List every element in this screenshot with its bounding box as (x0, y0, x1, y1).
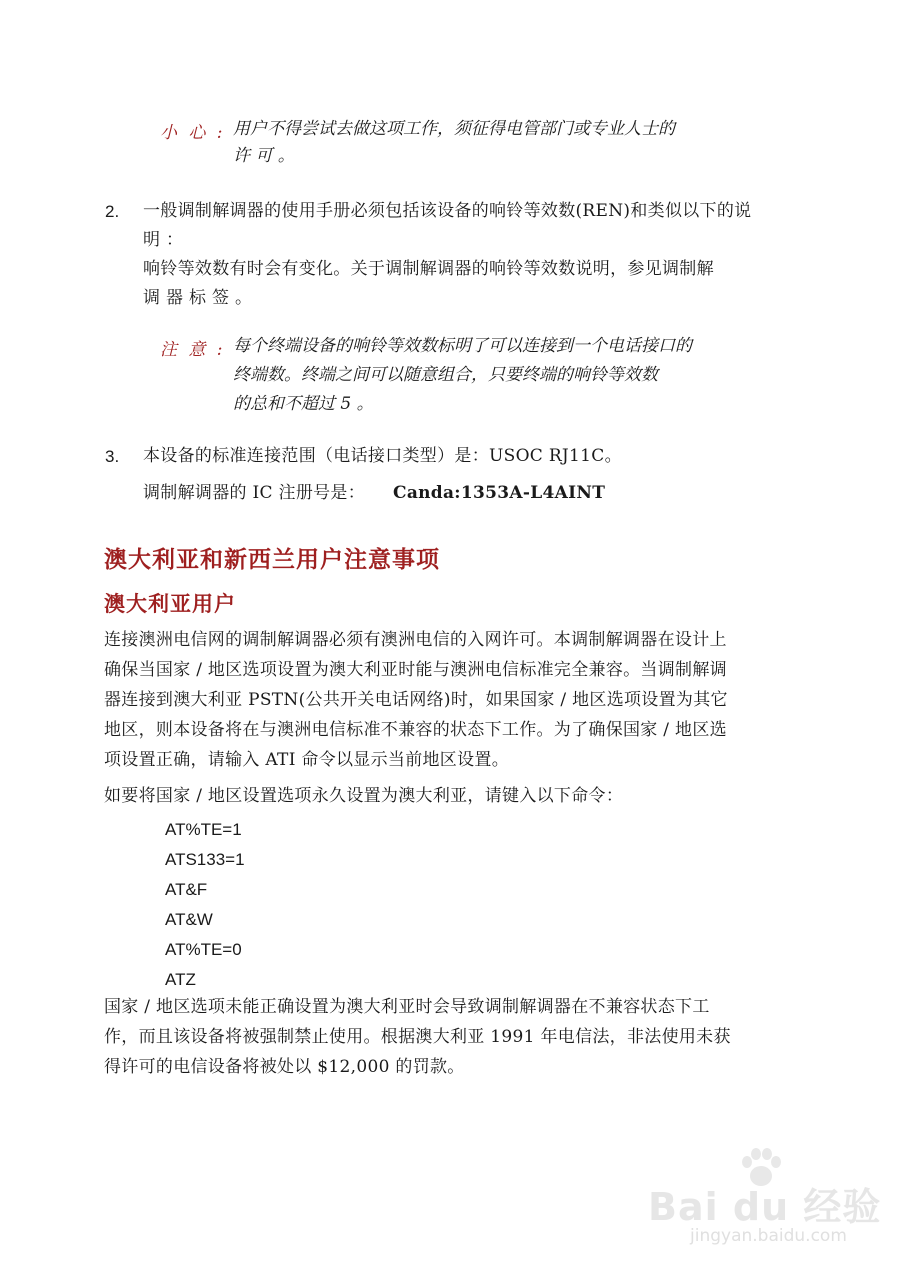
item-2-line-4: 调 器 标 签 。 (143, 288, 253, 308)
item-2-line-1: 一般调制解调器的使用手册必须包括该设备的响铃等效数(REN)和类似以下的说 (143, 201, 752, 221)
item-2-number: 2. (105, 202, 120, 221)
para-3-line-1: 国家 / 地区选项未能正确设置为澳大利亚时会导致调制解调器在不兼容状态下工 (104, 997, 710, 1017)
item-3-line-1: 本设备的标准连接范围（电话接口类型）是：USOC RJ11C。 (143, 446, 622, 466)
ic-label: 调制解调器的 IC 注册号是： (143, 483, 366, 503)
item-2-line-2: 明 ： (143, 230, 184, 250)
section-subheading: 澳大利亚用户 (104, 592, 236, 616)
section-heading: 澳大利亚和新西兰用户注意事项 (104, 547, 440, 573)
watermark-logo: Bai du 经验 (648, 1185, 882, 1229)
caution-label: 小 心 : (160, 123, 226, 143)
note-line-2: 终端数。终端之间可以随意组合，只要终端的响铃等效数 (233, 365, 658, 385)
caution-line-1: 用户不得尝试去做这项工作，须征得电管部门或专业人士的 (233, 119, 675, 139)
para-3-line-2: 作，而且该设备将被强制禁止使用。根据澳大利亚 1991 年电信法，非法使用未获 (104, 1027, 731, 1047)
note-label: 注 意 : (160, 340, 226, 360)
item-3-number: 3. (105, 447, 120, 466)
para-1-line-1: 连接澳洲电信网的调制解调器必须有澳洲电信的入网许可。本调制解调器在设计上 (104, 630, 727, 650)
note-line-1: 每个终端设备的响铃等效数标明了可以连接到一个电话接口的 (233, 336, 692, 356)
para-1-line-2: 确保当国家 / 地区选项设置为澳大利亚时能与澳洲电信标准完全兼容。当调制解调 (104, 660, 727, 680)
command-line: AT%TE=0 (165, 940, 242, 959)
command-line: AT&W (165, 910, 213, 929)
command-line: AT&F (165, 880, 208, 899)
ic-value: Canda:1353A-L4AINT (393, 483, 606, 503)
para-2: 如要将国家 / 地区设置选项永久设置为澳大利亚，请键入以下命令： (104, 786, 624, 806)
para-1-line-5: 项设置正确，请输入 ATI 命令以显示当前地区设置。 (104, 750, 510, 770)
caution-line-2: 许 可 。 (233, 146, 295, 166)
para-1-line-4: 地区，则本设备将在与澳洲电信标准不兼容的状态下工作。为了确保国家 / 地区选 (104, 720, 727, 740)
command-line: ATS133=1 (165, 850, 245, 869)
watermark-url: jingyan.baidu.com (690, 1226, 847, 1246)
para-3-line-3: 得许可的电信设备将被处以 $12,000 的罚款。 (104, 1057, 465, 1077)
command-line: ATZ (165, 970, 196, 989)
note-line-3: 的总和不超过 5 。 (233, 394, 374, 414)
item-2-line-3: 响铃等效数有时会有变化。关于调制解调器的响铃等效数说明，参见调制解 (143, 259, 714, 279)
para-1-line-3: 器连接到澳大利亚 PSTN(公共开关电话网络)时，如果国家 / 地区选项设置为其它 (104, 690, 728, 710)
command-line: AT%TE=1 (165, 820, 242, 839)
